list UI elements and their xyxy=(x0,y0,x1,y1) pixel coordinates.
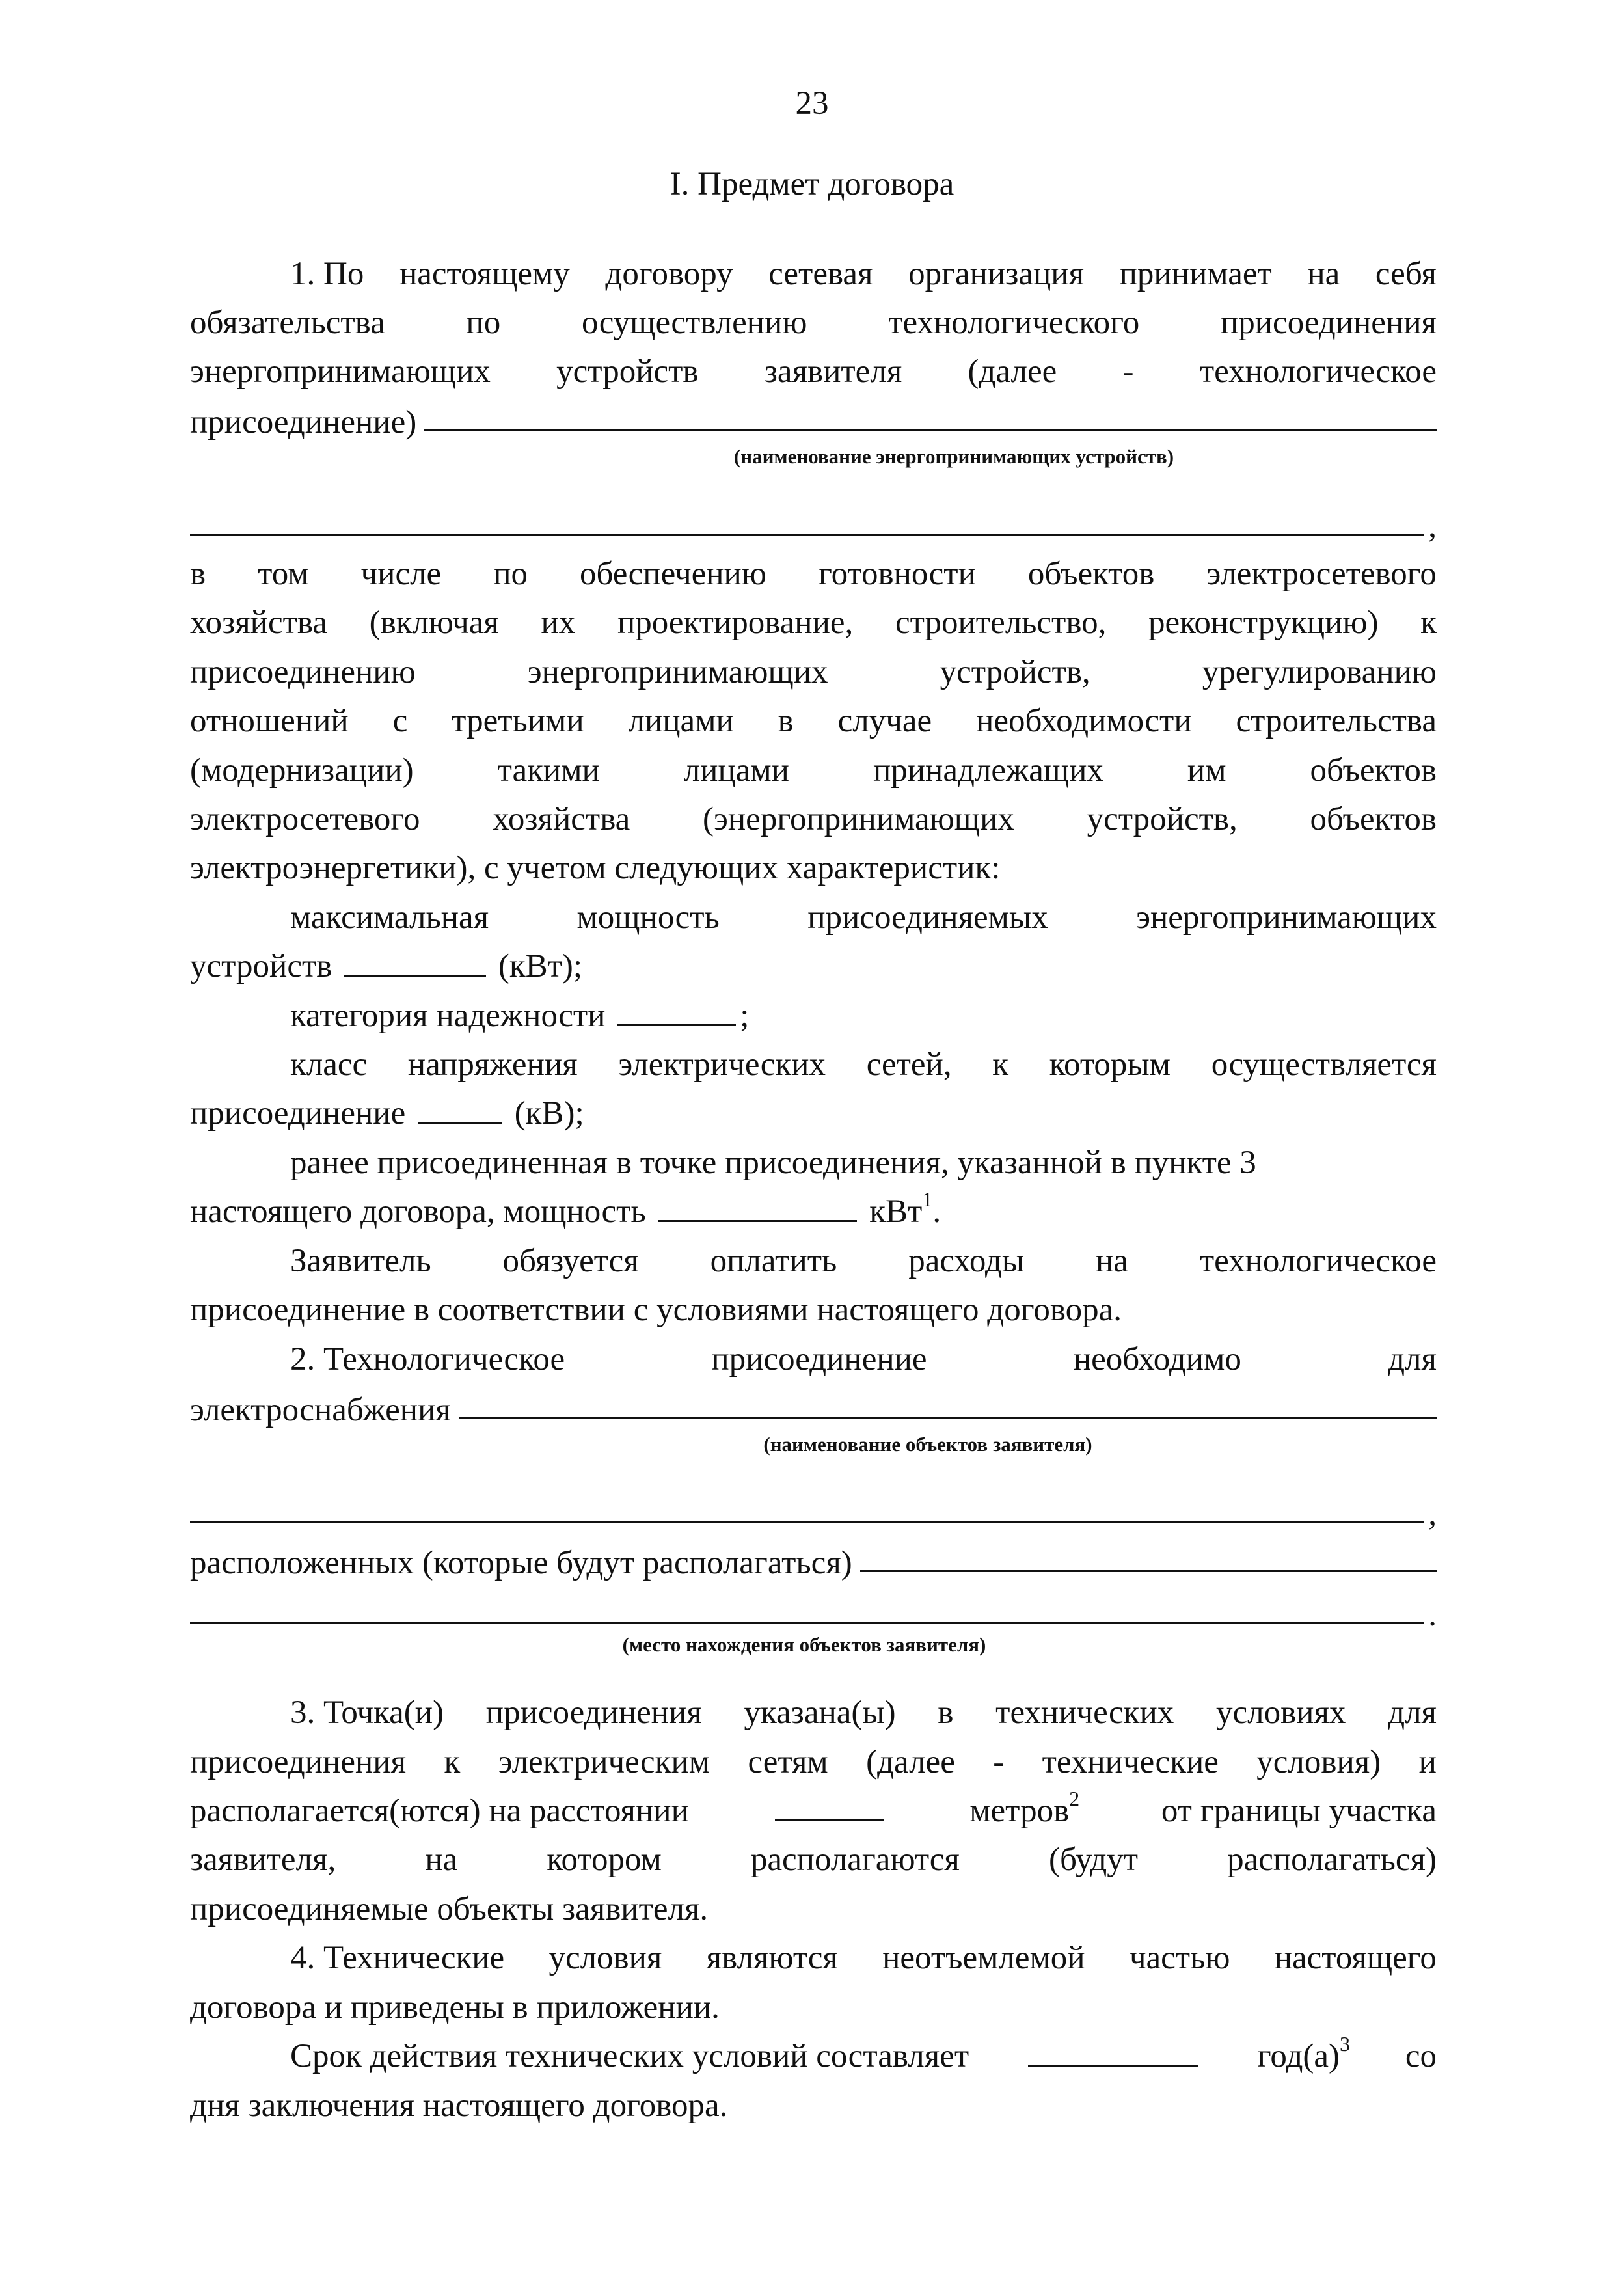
word: принимает xyxy=(1119,256,1272,292)
page-number: 23 xyxy=(795,85,829,122)
voltage-blank xyxy=(418,1122,502,1124)
word: необходимо xyxy=(1073,1341,1241,1378)
word: (будут xyxy=(1048,1841,1138,1878)
p3-line-2 xyxy=(190,1738,1437,1787)
p3-meters: метров xyxy=(969,1793,1070,1829)
word: присоединения xyxy=(190,1744,407,1780)
word: - xyxy=(993,1744,1005,1780)
word: к xyxy=(1420,604,1437,641)
word: технологического xyxy=(888,305,1140,341)
word: устройств, xyxy=(1087,801,1238,837)
location-blank xyxy=(860,1570,1437,1572)
word: котором xyxy=(547,1841,662,1878)
word: реконструкцию) xyxy=(1148,604,1379,641)
word: принадлежащих xyxy=(873,752,1103,789)
word: сетям xyxy=(748,1744,828,1780)
p3-line-5: присоединяемые объекты заявителя. xyxy=(190,1891,709,1927)
p2-line-4 xyxy=(190,1539,1437,1588)
word: являются xyxy=(706,1940,838,1976)
p1-line-5 xyxy=(190,502,1437,551)
word: третьими xyxy=(452,703,584,739)
caption-location: (место нахождения объектов заявителя) xyxy=(622,1633,986,1656)
p1-line-8 xyxy=(190,648,1437,697)
power-unit: (кВт); xyxy=(498,948,583,985)
p1-line-4-text: присоединение) xyxy=(190,404,417,441)
pay-line-2: присоединение в соответствии с условиями настоящего договора. xyxy=(190,1292,1122,1328)
word: необходимости xyxy=(976,703,1192,739)
word: Заявитель xyxy=(290,1243,431,1279)
pay-line-1 xyxy=(290,1237,1437,1286)
caption-objects-name: (наименование объектов заявителя) xyxy=(763,1433,1092,1456)
voltage-label: присоединение xyxy=(190,1095,406,1132)
word: располагаться) xyxy=(1227,1841,1437,1878)
word: 4. Технические xyxy=(290,1940,505,1976)
word: устройств, xyxy=(940,654,1090,690)
word: условиях xyxy=(1215,1694,1346,1731)
word: присоединения xyxy=(485,1694,702,1731)
word: хозяйства xyxy=(493,801,630,837)
word: расходы xyxy=(908,1243,1025,1279)
p4-line-1 xyxy=(290,1934,1437,1983)
word: технологическое xyxy=(1199,1243,1437,1279)
word: (энергопринимающих xyxy=(703,801,1014,837)
word: готовности xyxy=(818,556,976,592)
p1-line-2 xyxy=(190,299,1437,347)
word: в xyxy=(778,703,794,739)
p1-line-9 xyxy=(190,697,1437,746)
reliability-label: категория надежности xyxy=(290,998,606,1034)
word: объектов xyxy=(1310,801,1437,837)
p1-line-4 xyxy=(190,398,1437,447)
word: строительство, xyxy=(895,604,1107,641)
word: электрическим xyxy=(498,1744,710,1780)
power-blank xyxy=(344,975,486,977)
p1-line-7 xyxy=(190,599,1437,647)
p4-line-2: договора и приведены в приложении. xyxy=(190,1989,720,2026)
word: проектирование, xyxy=(617,604,854,641)
word: договору xyxy=(605,256,733,292)
p1-line-3 xyxy=(190,347,1437,396)
word: 2. Технологическое xyxy=(290,1341,565,1378)
word: для xyxy=(1388,1694,1437,1731)
word: настоящего xyxy=(1274,1940,1437,1976)
prev-power-label: настоящего договора, мощность xyxy=(190,1193,646,1230)
word: которым xyxy=(1049,1046,1171,1083)
word: организация xyxy=(908,256,1085,292)
word: условия xyxy=(548,1940,662,1976)
objects-name-blank xyxy=(459,1417,1437,1419)
word: по xyxy=(466,305,501,341)
word: такими xyxy=(497,752,600,789)
term-blank xyxy=(1028,2065,1198,2067)
prev-power-blank xyxy=(658,1220,857,1222)
word: электросетевого xyxy=(1206,556,1437,592)
p1-line-6 xyxy=(190,550,1437,599)
word: для xyxy=(1388,1341,1437,1378)
word: оплатить xyxy=(710,1243,837,1279)
word: объектов xyxy=(1027,556,1155,592)
word: с xyxy=(392,703,408,739)
word: обеспечению xyxy=(579,556,766,592)
word: присоединение xyxy=(711,1341,927,1378)
word: (далее xyxy=(968,353,1057,390)
p1-line-1 xyxy=(290,250,1437,299)
word: им xyxy=(1187,752,1226,789)
voltage-line-1 xyxy=(290,1040,1437,1089)
p3-distance-tail: от границы участка xyxy=(1161,1793,1437,1829)
word: осуществляется xyxy=(1211,1046,1437,1083)
word: обязуется xyxy=(502,1243,639,1279)
caption-device-name: (наименование энергопринимающих устройств) xyxy=(733,445,1174,468)
word: электросетевого xyxy=(190,801,420,837)
p1-line-11 xyxy=(190,795,1437,844)
footnote-ref-2: 2 xyxy=(1069,1787,1080,1810)
word: себя xyxy=(1375,256,1437,292)
word: по xyxy=(493,556,528,592)
word: том xyxy=(258,556,309,592)
term-label: Срок действия технических условий составляет xyxy=(290,2038,969,2074)
p2-line-1 xyxy=(290,1335,1437,1384)
word: заявителя, xyxy=(190,1841,336,1878)
prev-power-line-2 xyxy=(190,1188,1437,1236)
word: технические xyxy=(1042,1744,1219,1780)
word: в xyxy=(190,556,206,592)
p2-dot: . xyxy=(1428,1597,1437,1633)
word: хозяйства xyxy=(190,604,327,641)
word: технических xyxy=(995,1694,1174,1731)
word: энергопринимающих xyxy=(190,353,491,390)
footnote-ref-3: 3 xyxy=(1340,2032,1350,2056)
p2-comma: , xyxy=(1428,1496,1437,1532)
word: энергопринимающих xyxy=(527,654,828,690)
word: энергопринимающих xyxy=(1136,899,1437,936)
word: неотъемлемой xyxy=(882,1940,1085,1976)
word: мощность xyxy=(576,899,720,936)
voltage-line-2 xyxy=(190,1089,1437,1138)
p3-line-1 xyxy=(290,1689,1437,1737)
word: объектов xyxy=(1310,752,1437,789)
word: осуществлению xyxy=(581,305,807,341)
voltage-unit: (кВ); xyxy=(514,1095,584,1132)
prev-power-line-1: ранее присоединенная в точке присоединения, указанной в пункте 3 xyxy=(290,1145,1256,1181)
word: - xyxy=(1122,353,1134,390)
p3-line-3 xyxy=(190,1787,1437,1836)
p2-line-3 xyxy=(190,1490,1437,1539)
word: к xyxy=(444,1744,461,1780)
word: электрических xyxy=(618,1046,826,1083)
word: условия) xyxy=(1256,1744,1381,1780)
word: 1. По xyxy=(290,256,364,292)
word: максимальная xyxy=(290,899,489,936)
word: числе xyxy=(360,556,442,592)
power-line-1 xyxy=(290,893,1437,942)
word: сетевая xyxy=(768,256,873,292)
word: в xyxy=(938,1694,954,1731)
word: случае xyxy=(837,703,932,739)
word: их xyxy=(541,604,576,641)
p1-line-12: электроэнергетики), с учетом следующих характеристик: xyxy=(190,850,1001,886)
location-blank-2 xyxy=(190,1622,1424,1624)
term-tail: со xyxy=(1405,2038,1437,2074)
p3-line-4 xyxy=(190,1836,1437,1884)
word: класс xyxy=(290,1046,368,1083)
device-name-blank-2 xyxy=(190,534,1424,536)
power-line-2 xyxy=(190,942,1437,991)
footnote-ref-1: 1 xyxy=(922,1188,933,1211)
section-title: I. Предмет договора xyxy=(670,166,954,202)
word: частью xyxy=(1129,1940,1230,1976)
prev-power-end: . xyxy=(932,1193,941,1230)
p1-comma: , xyxy=(1428,508,1437,545)
word: располагаются xyxy=(750,1841,960,1878)
term-line-1 xyxy=(290,2032,1437,2081)
term-unit: год(а) xyxy=(1257,2038,1340,2074)
word: обязательства xyxy=(190,305,385,341)
word: присоединения xyxy=(1220,305,1437,341)
word: (модернизации) xyxy=(190,752,414,789)
objects-name-blank-2 xyxy=(190,1521,1424,1523)
word: сетей, xyxy=(866,1046,952,1083)
word: на xyxy=(1096,1243,1128,1279)
word: (включая xyxy=(369,604,499,641)
word: и xyxy=(1418,1744,1437,1780)
power-label: устройств xyxy=(190,948,332,985)
word: указана(ы) xyxy=(744,1694,896,1731)
word: заявителя xyxy=(764,353,902,390)
word: лицами xyxy=(683,752,789,789)
word: напряжения xyxy=(407,1046,578,1083)
word: присоединению xyxy=(190,654,416,690)
p3-distance-label: располагается(ются) на расстоянии xyxy=(190,1793,689,1829)
word: на xyxy=(425,1841,458,1878)
device-name-blank xyxy=(424,429,1437,431)
reliability-line xyxy=(290,992,1537,1040)
word: строительства xyxy=(1236,703,1437,739)
reliability-blank xyxy=(617,1024,736,1026)
p2-line-2-text: электроснабжения xyxy=(190,1392,451,1428)
p2-line-4-text: расположенных (которые будут располагаться) xyxy=(190,1545,852,1581)
p1-line-10 xyxy=(190,746,1437,795)
p2-line-2 xyxy=(190,1386,1437,1435)
prev-power-unit: кВт xyxy=(869,1193,923,1230)
term-line-2: дня заключения настоящего договора. xyxy=(190,2087,728,2124)
word: к xyxy=(992,1046,1009,1083)
word: настоящему xyxy=(399,256,570,292)
word: на xyxy=(1307,256,1340,292)
word: (далее xyxy=(866,1744,955,1780)
reliability-end: ; xyxy=(740,998,750,1034)
word: урегулированию xyxy=(1202,654,1437,690)
word: присоединяемых xyxy=(807,899,1048,936)
word: технологическое xyxy=(1199,353,1437,390)
word: отношений xyxy=(190,703,349,739)
distance-blank xyxy=(775,1819,884,1821)
word: лицами xyxy=(628,703,734,739)
word: 3. Точка(и) xyxy=(290,1694,444,1731)
word: устройств xyxy=(556,353,699,390)
